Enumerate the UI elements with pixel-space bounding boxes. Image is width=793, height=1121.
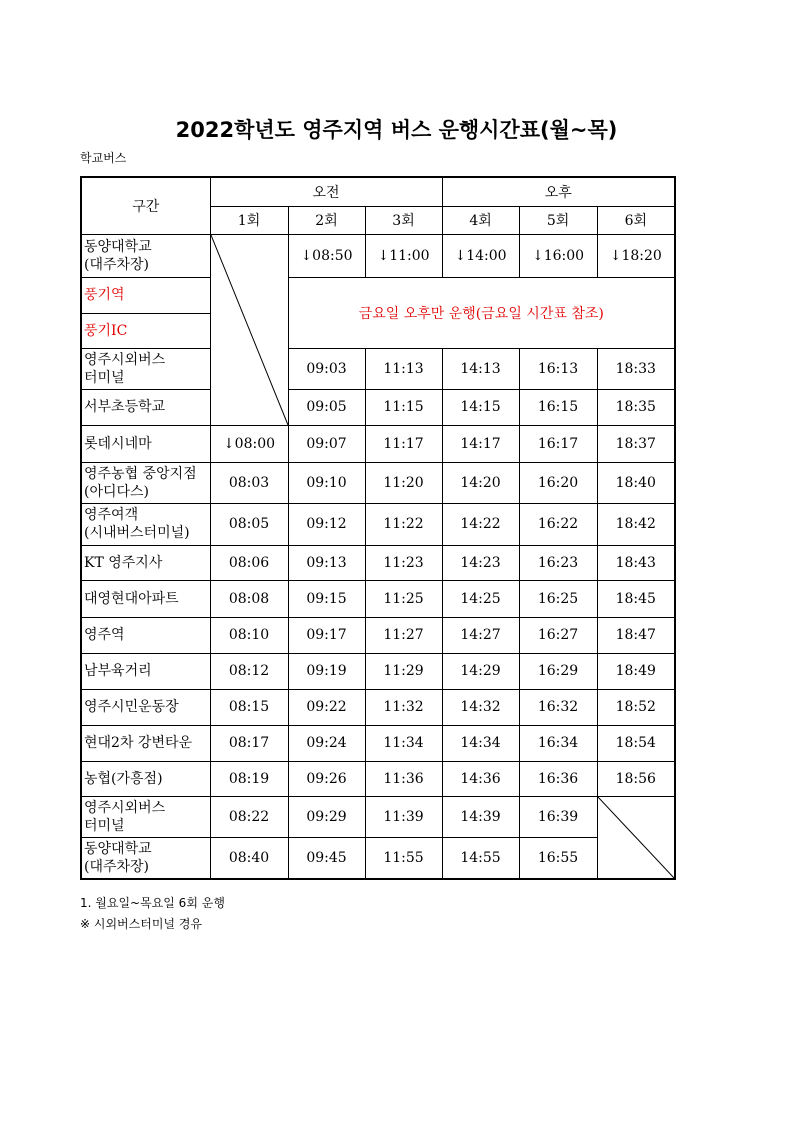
- table-row: [81, 425, 675, 462]
- stop-name-line: 영주시외버스: [84, 799, 166, 816]
- time-cell: 14:15: [442, 389, 519, 425]
- time-cell: ↓18:20: [597, 234, 675, 277]
- time-cell: 11:36: [365, 761, 442, 796]
- time-cell: 09:13: [288, 545, 365, 580]
- time-cell: 11:32: [365, 689, 442, 725]
- note-2: ※ 시외버스터미널 경유: [80, 917, 203, 931]
- stop-name: [81, 348, 210, 389]
- table-row: [81, 837, 675, 879]
- table-row: [81, 348, 675, 389]
- pm-header: 오후: [442, 177, 675, 206]
- stop-name-line: (대주차장): [84, 256, 150, 273]
- table-row: [81, 689, 675, 725]
- stop-name-line: 대영현대아파트: [84, 590, 179, 607]
- time-cell: 14:13: [442, 348, 519, 389]
- stop-name: [81, 653, 210, 689]
- time-cell: 14:22: [442, 503, 519, 545]
- time-cell: 18:49: [597, 653, 675, 689]
- table-row: [81, 761, 675, 796]
- run-header: 3회: [365, 206, 442, 234]
- stop-name: [81, 425, 210, 462]
- table-row: [81, 277, 675, 313]
- time-cell: 08:06: [210, 545, 288, 580]
- stop-name-line: 터미널: [84, 817, 125, 834]
- time-cell: 09:24: [288, 725, 365, 761]
- section-header: 구간: [81, 177, 210, 234]
- stop-name: [81, 313, 210, 348]
- stop-name-line: (시내버스터미널): [84, 525, 190, 541]
- time-cell: 18:42: [597, 503, 675, 545]
- table-row: [81, 503, 675, 545]
- time-cell: 09:17: [288, 617, 365, 653]
- run-header: 4회: [442, 206, 519, 234]
- time-cell: 16:36: [519, 761, 597, 796]
- stop-name-line: 영주시외버스: [84, 351, 166, 368]
- empty-cell-diagonal: [211, 235, 288, 425]
- time-cell: 18:40: [597, 462, 675, 503]
- stop-name-line: 터미널: [84, 369, 125, 386]
- time-cell: 16:17: [519, 425, 597, 462]
- empty-cell: [210, 234, 288, 425]
- time-cell: 08:08: [210, 580, 288, 617]
- stop-name-line: (아디다스): [84, 483, 150, 500]
- stop-name: [81, 796, 210, 837]
- time-cell: 14:39: [442, 796, 519, 837]
- stop-name-line: 서부초등학교: [84, 399, 166, 415]
- time-cell: 16:32: [519, 689, 597, 725]
- time-cell: 14:32: [442, 689, 519, 725]
- timetable: [80, 176, 676, 880]
- time-cell: ↓08:50: [288, 234, 365, 277]
- stop-name-line: 남부육거리: [84, 663, 152, 679]
- time-cell: 09:15: [288, 580, 365, 617]
- stop-name-line: 동양대학교: [84, 238, 152, 255]
- stop-name: [81, 761, 210, 796]
- time-cell: 08:19: [210, 761, 288, 796]
- time-cell: 18:33: [597, 348, 675, 389]
- time-cell: 14:25: [442, 580, 519, 617]
- time-cell: 09:29: [288, 796, 365, 837]
- time-cell: 11:20: [365, 462, 442, 503]
- run-header: 1회: [210, 206, 288, 234]
- time-cell: 16:13: [519, 348, 597, 389]
- time-cell: 11:25: [365, 580, 442, 617]
- time-cell: 11:34: [365, 725, 442, 761]
- time-cell: 08:12: [210, 653, 288, 689]
- time-cell: 11:15: [365, 389, 442, 425]
- time-cell: 08:40: [210, 837, 288, 879]
- time-cell: 11:22: [365, 503, 442, 545]
- time-cell: 09:07: [288, 425, 365, 462]
- stop-name-line: 영주역: [84, 627, 125, 643]
- time-cell: 08:03: [210, 462, 288, 503]
- stop-name-line: KT 영주지사: [84, 554, 163, 571]
- time-cell: 16:25: [519, 580, 597, 617]
- notes: [80, 893, 225, 935]
- time-cell: 09:19: [288, 653, 365, 689]
- time-cell: 11:23: [365, 545, 442, 580]
- subtitle: 학교버스: [80, 151, 127, 165]
- stop-name: [81, 545, 210, 580]
- stop-name: [81, 725, 210, 761]
- time-cell: 14:17: [442, 425, 519, 462]
- table-row: [81, 545, 675, 580]
- table-row: [81, 796, 675, 837]
- time-cell: 18:37: [597, 425, 675, 462]
- time-cell: ↓14:00: [442, 234, 519, 277]
- table-row: [81, 725, 675, 761]
- page-title: 2022학년도 영주지역 버스 운행시간표(월~목): [175, 118, 618, 142]
- time-cell: 08:22: [210, 796, 288, 837]
- time-cell: 09:22: [288, 689, 365, 725]
- time-cell: 08:10: [210, 617, 288, 653]
- stop-name: [81, 689, 210, 725]
- run-header: 6회: [597, 206, 675, 234]
- time-cell: 09:26: [288, 761, 365, 796]
- header-row: [81, 177, 675, 206]
- stop-name-line: 동양대학교: [84, 840, 152, 857]
- time-cell: 16:34: [519, 725, 597, 761]
- time-cell: 18:43: [597, 545, 675, 580]
- run-header: 2회: [288, 206, 365, 234]
- time-cell: 11:29: [365, 653, 442, 689]
- time-cell: 14:27: [442, 617, 519, 653]
- time-cell: 11:13: [365, 348, 442, 389]
- stop-name: [81, 617, 210, 653]
- empty-cell-diagonal: [598, 797, 675, 879]
- stop-name-line: 롯데시네마: [84, 435, 152, 452]
- note-1: 1. 월요일~목요일 6회 운행: [80, 896, 225, 910]
- stop-name-line: 영주농협 중앙지점: [84, 465, 197, 482]
- time-cell: 14:36: [442, 761, 519, 796]
- stop-name: [81, 234, 210, 277]
- stop-name: [81, 580, 210, 617]
- time-cell: 09:12: [288, 503, 365, 545]
- time-cell: 14:29: [442, 653, 519, 689]
- time-cell: 09:05: [288, 389, 365, 425]
- time-cell: 08:15: [210, 689, 288, 725]
- time-cell: 16:15: [519, 389, 597, 425]
- time-cell: 11:55: [365, 837, 442, 879]
- time-cell: 16:55: [519, 837, 597, 879]
- table-row: [81, 462, 675, 503]
- table-row: [81, 389, 675, 425]
- time-cell: 16:23: [519, 545, 597, 580]
- table-row: [81, 617, 675, 653]
- time-cell: 14:55: [442, 837, 519, 879]
- am-header: 오전: [210, 177, 442, 206]
- stop-name-line: 영주시민운동장: [84, 699, 179, 715]
- stop-name-line: 농협(가흥점): [84, 770, 163, 787]
- time-cell: 16:27: [519, 617, 597, 653]
- time-cell: 18:35: [597, 389, 675, 425]
- time-cell: 11:27: [365, 617, 442, 653]
- empty-cell: [597, 796, 675, 879]
- time-cell: ↓08:00: [210, 425, 288, 462]
- stop-name: [81, 277, 210, 313]
- time-cell: 18:47: [597, 617, 675, 653]
- stop-name-line: 풍기역: [84, 287, 125, 303]
- time-cell: 11:17: [365, 425, 442, 462]
- stop-name-line: 현대2차 강변타운: [84, 735, 193, 751]
- friday-notice: 금요일 오후만 운행(금요일 시간표 참조): [288, 277, 675, 348]
- stop-name: [81, 462, 210, 503]
- time-cell: 18:52: [597, 689, 675, 725]
- time-cell: 08:05: [210, 503, 288, 545]
- time-cell: 16:39: [519, 796, 597, 837]
- table-row: [81, 580, 675, 617]
- time-cell: 09:45: [288, 837, 365, 879]
- time-cell: 09:03: [288, 348, 365, 389]
- stop-name-line: (대주차장): [84, 858, 150, 875]
- stop-name-line: 풍기IC: [84, 322, 128, 339]
- stop-name: [81, 503, 210, 545]
- stop-name: [81, 837, 210, 879]
- time-cell: 14:34: [442, 725, 519, 761]
- time-cell: ↓11:00: [365, 234, 442, 277]
- time-cell: ↓16:00: [519, 234, 597, 277]
- time-cell: 11:39: [365, 796, 442, 837]
- time-cell: 14:23: [442, 545, 519, 580]
- time-cell: 18:45: [597, 580, 675, 617]
- time-cell: 09:10: [288, 462, 365, 503]
- time-cell: 18:54: [597, 725, 675, 761]
- stop-name-line: 영주여객: [84, 507, 139, 523]
- time-cell: 18:56: [597, 761, 675, 796]
- table-row: [81, 653, 675, 689]
- time-cell: 16:20: [519, 462, 597, 503]
- time-cell: 16:29: [519, 653, 597, 689]
- time-cell: 08:17: [210, 725, 288, 761]
- run-header: 5회: [519, 206, 597, 234]
- time-cell: 14:20: [442, 462, 519, 503]
- stop-name: [81, 389, 210, 425]
- time-cell: 16:22: [519, 503, 597, 545]
- table-row: [81, 234, 675, 277]
